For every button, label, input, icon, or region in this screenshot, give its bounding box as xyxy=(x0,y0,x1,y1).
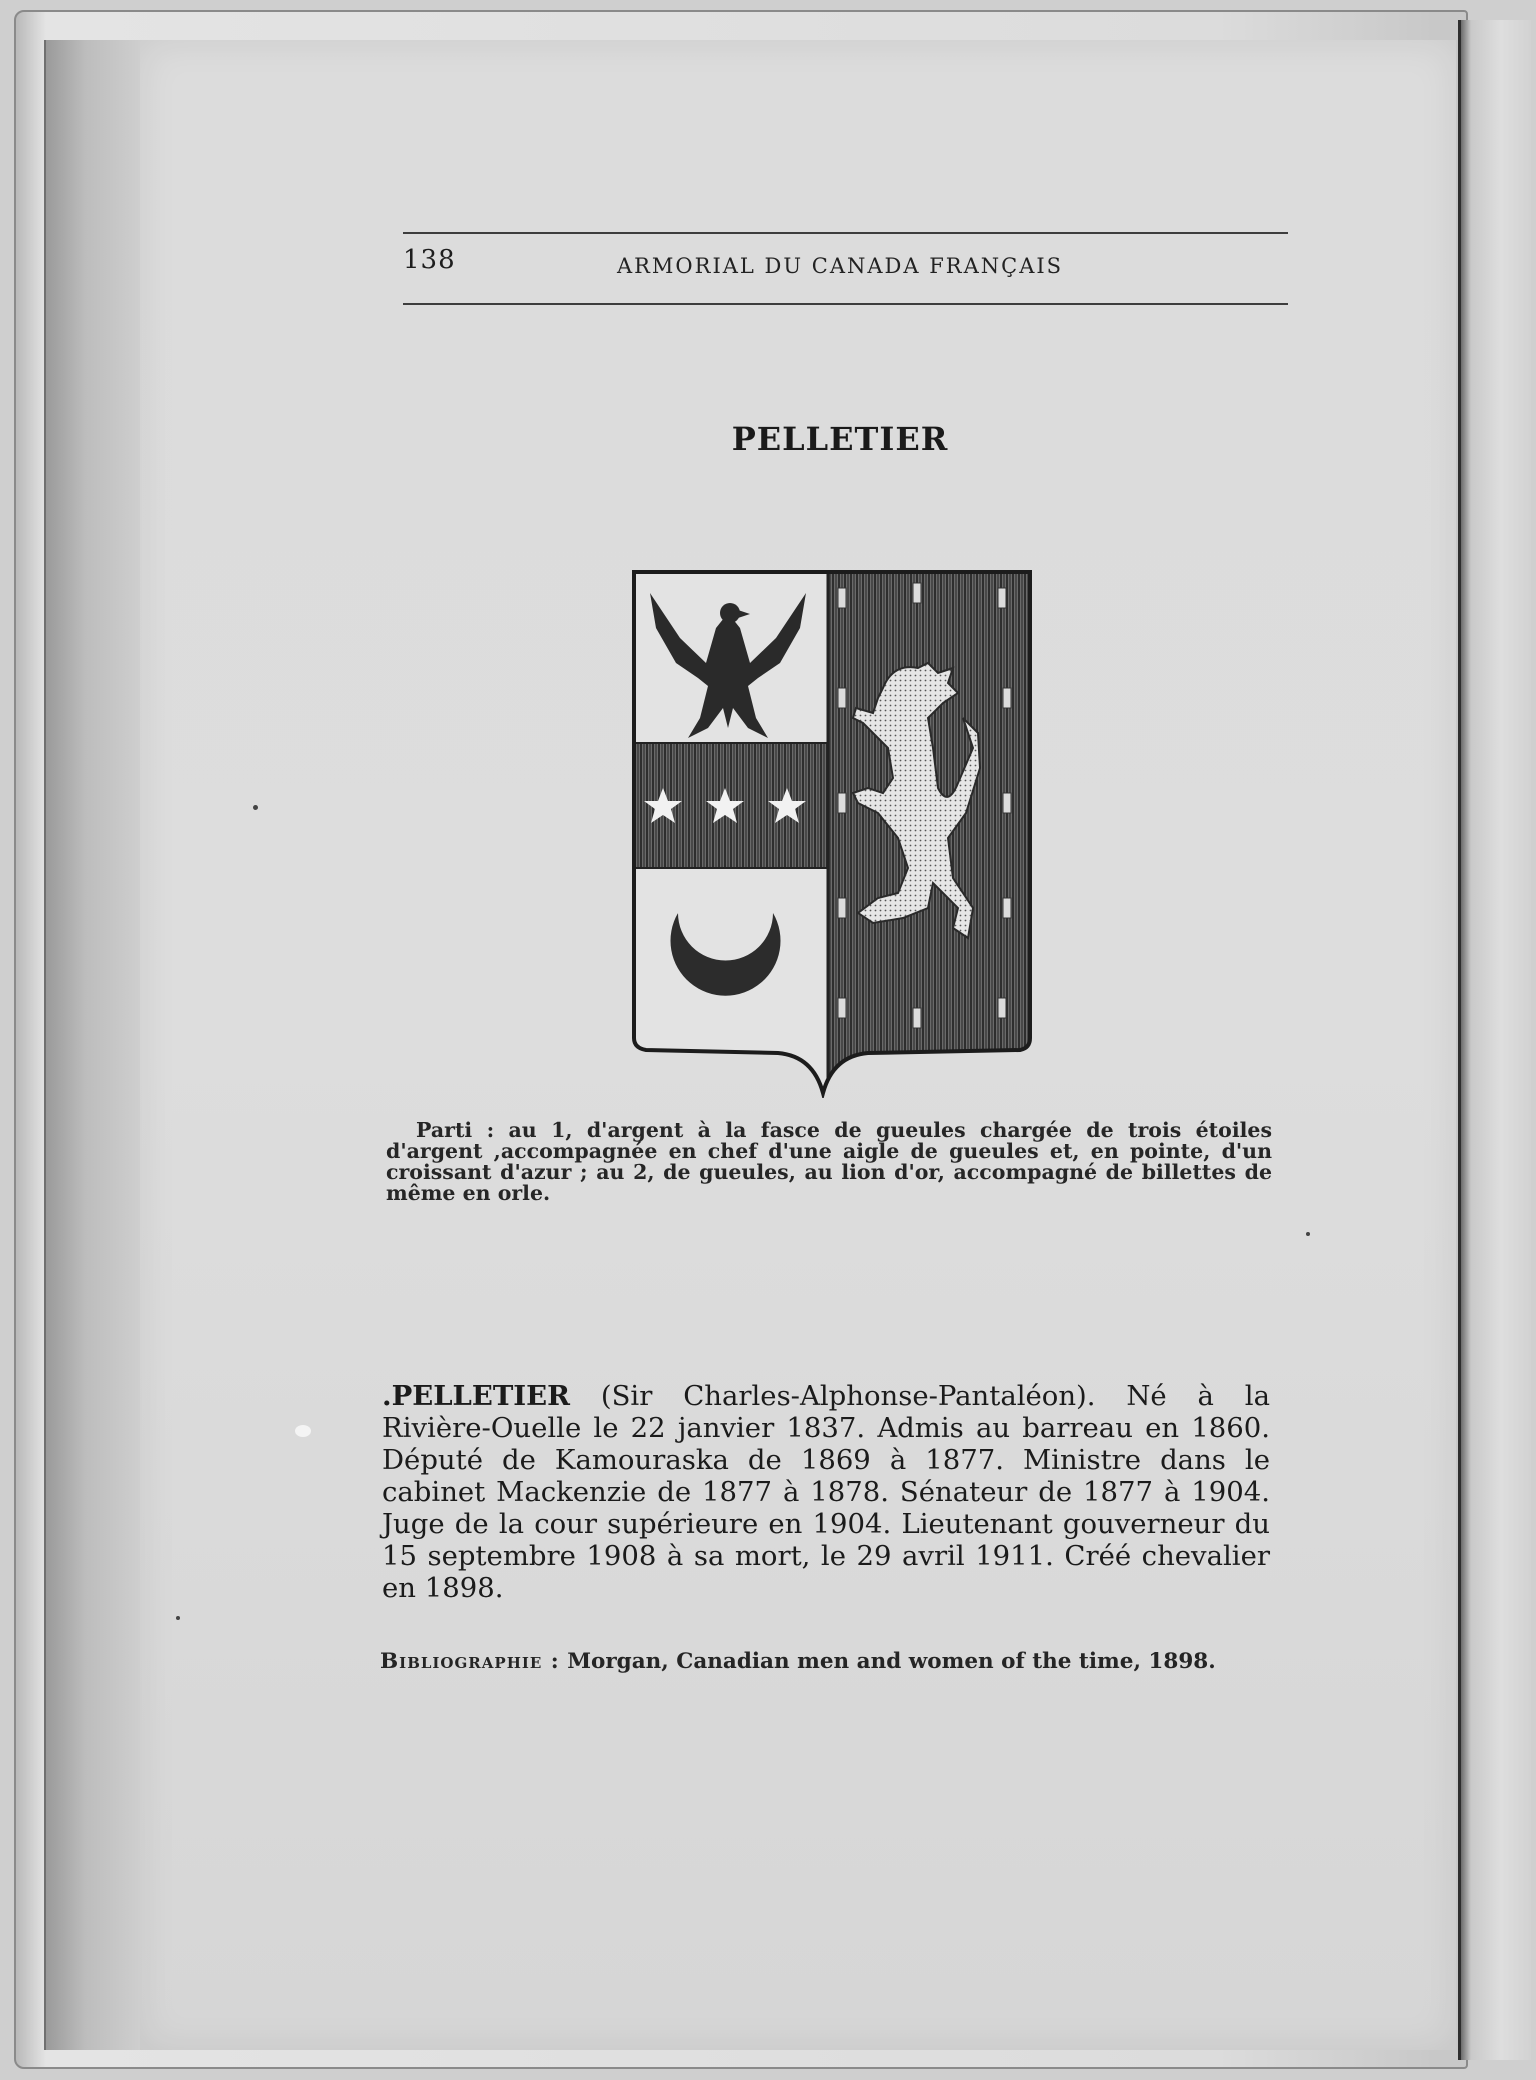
adjacent-page-edge xyxy=(1458,20,1531,2060)
dust-speck xyxy=(176,1616,180,1620)
bibliography-text: Morgan, Canadian men and women of the time, 1898. xyxy=(559,1649,1216,1674)
dust-speck xyxy=(253,805,258,810)
entry-title: PELLETIER xyxy=(731,420,949,458)
book-page-edges xyxy=(44,40,146,2050)
biography-text: (Sir Charles-Alphonse-Pantaléon). Né à la Rivière-Ouelle le 22 janvier 1837. Admis au barreau en 1860. Député de Kamouraska de 1869 à 1877. Ministre dans le cabinet Mackenzie de 1877 à 1878. Sénateur de 1877 à 1904. Juge de la cour supérieure en 1904. Lieutenant gouverneur du 15 septembre 1908 à sa mort, le 29 avril 1911. Créé chevalier en 1898. xyxy=(382,1380,1270,1604)
bibliography-label: Bibliographie : xyxy=(380,1649,560,1674)
coat-of-arms xyxy=(628,568,1038,1098)
dust-speck xyxy=(295,1425,311,1437)
biography-name: .PELLETIER xyxy=(382,1380,570,1412)
blazon-text: Parti : au 1, d'argent à la fasce de gueules chargée de trois étoiles d'argent ,accompagnée en chef d'une aigle de gueules et, en pointe, d'un croissant d'azur ; au 2, de gueules, au lion d'or, accompagné de billettes de même en orle. xyxy=(386,1118,1272,1205)
biography-paragraph xyxy=(382,1380,1270,1604)
bibliography xyxy=(380,1650,1268,1674)
running-title: ARMORIAL DU CANADA FRANÇAIS xyxy=(616,254,1064,278)
header-rule-bottom xyxy=(403,303,1288,305)
dust-speck xyxy=(1306,1232,1310,1236)
header-rule-top xyxy=(403,232,1288,234)
page-number: 138 xyxy=(403,245,456,275)
